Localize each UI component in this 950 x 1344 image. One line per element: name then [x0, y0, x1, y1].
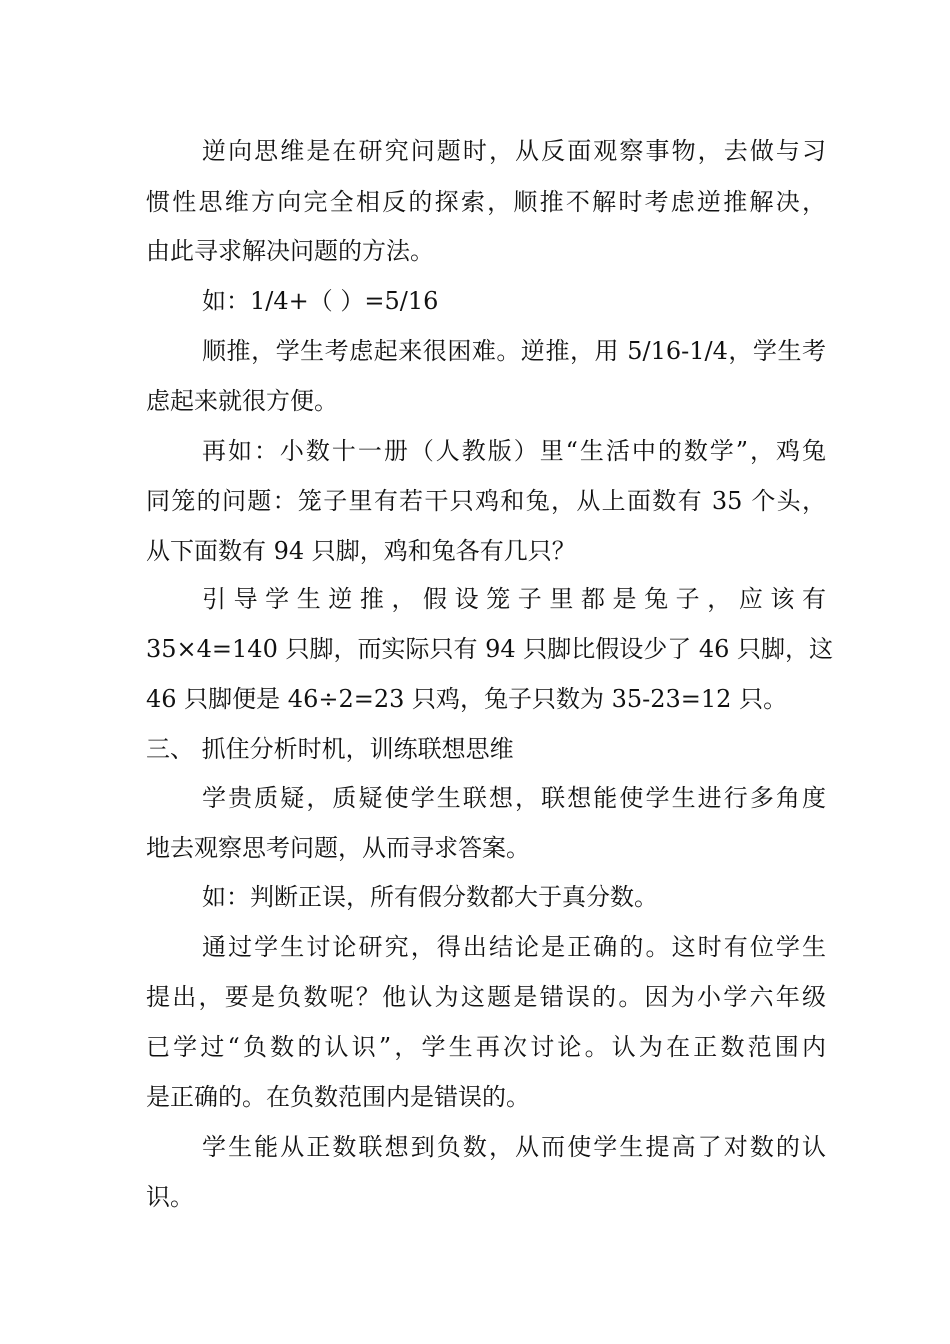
paragraph-line: 通过学生讨论研究，得出结论是正确的。这时有位学生 [202, 933, 826, 961]
section-heading: 三、 抓住分析时机，训练联想思维 [146, 735, 514, 763]
paragraph-line: 引导学生逆推，假设笼子里都是兔子，应该有 [202, 585, 826, 613]
paragraph-line: 从下面数有 94 只脚，鸡和兔各有几只？ [146, 537, 576, 565]
paragraph-line: 再如：小数十一册（人教版）里“生活中的数学”，鸡兔 [202, 437, 826, 465]
paragraph-line: 是正确的。在负数范围内是错误的。 [146, 1083, 530, 1111]
paragraph-line: 35×4=140 只脚，而实际只有 94 只脚比假设少了 46 只脚，这 [146, 635, 834, 663]
paragraph-line: 逆向思维是在研究问题时，从反面观察事物，去做与习 [202, 137, 826, 165]
paragraph-line: 惯性思维方向完全相反的探索，顺推不解时考虑逆推解决， [146, 188, 826, 216]
paragraph-line: 学贵质疑，质疑使学生联想，联想能使学生进行多角度 [202, 784, 826, 812]
paragraph-line: 如：1/4+（ ）=5/16 [202, 287, 439, 315]
paragraph-line: 已学过“负数的认识”，学生再次讨论。认为在正数范围内 [146, 1033, 826, 1061]
paragraph-line: 同笼的问题：笼子里有若干只鸡和兔，从上面数有 35 个头， [146, 487, 826, 515]
paragraph-line: 识。 [146, 1183, 194, 1211]
paragraph-line: 学生能从正数联想到负数，从而使学生提高了对数的认 [202, 1133, 826, 1161]
paragraph-line: 地去观察思考问题，从而寻求答案。 [146, 834, 530, 862]
paragraph-line: 提出，要是负数呢？他认为这题是错误的。因为小学六年级 [146, 983, 826, 1011]
paragraph-line: 由此寻求解决问题的方法。 [146, 237, 434, 265]
paragraph-line: 虑起来就很方便。 [146, 387, 338, 415]
paragraph-line: 如：判断正误，所有假分数都大于真分数。 [202, 883, 658, 911]
paragraph-line: 顺推，学生考虑起来很困难。逆推，用 5/16-1/4，学生考 [202, 337, 826, 365]
paragraph-line: 46 只脚便是 46÷2=23 只鸡，兔子只数为 35-23=12 只。 [146, 685, 788, 713]
